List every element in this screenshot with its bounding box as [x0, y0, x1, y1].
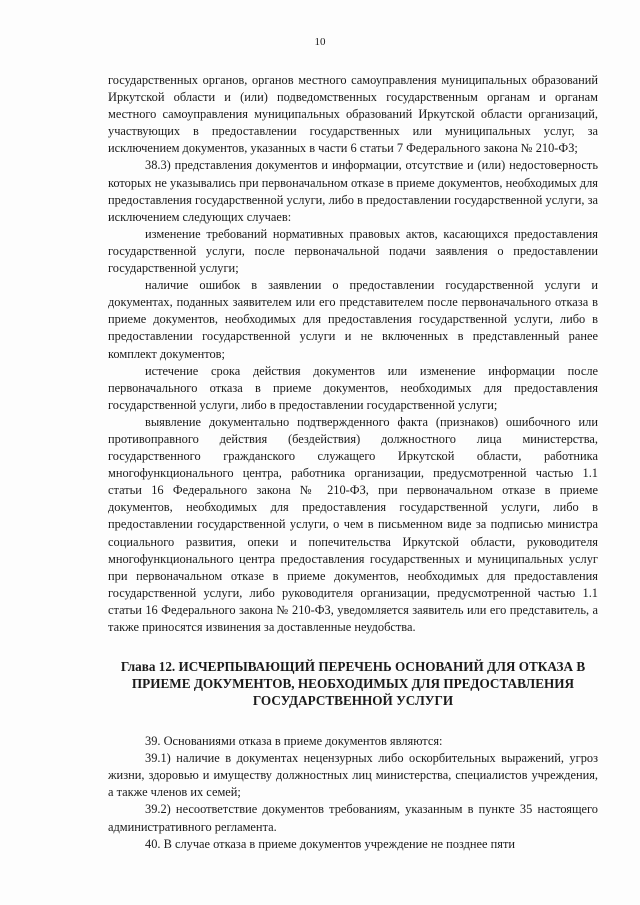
paragraph-exception-misconduct: выявление документально подтвержденного факта (признаков) ошибочного или противоправного действия (бездействия) должностного лица министерства, государственного гражданского служащего Иркутской области, работника многофункционального центра, работника организации, предусмотренной частью 1.1 статьи 16 Федерального закона № 210-ФЗ, при первоначальном отказе в приеме документов, необходимых для предоставления государственной услуги, либо в предоставлении государственной услуги, о чем в письменном виде за подписью министра социального развития, опеки и попечительства Иркутской области, руководителя многофункционального центра предоставления государственных и муниципальных услуг при первоначальном отказе в приеме документов, необходимых для предоставления государственной услуги, либо руководителя организации, предусмотренной частью 1.1 статьи 16 Федерального закона № 210-ФЗ, уведомляется заявитель или его представитель, а также приносятся извинения за доставленные неудобства. [108, 414, 598, 634]
chapter-heading: Глава 12. ИСЧЕРПЫВАЮЩИЙ ПЕРЕЧЕНЬ ОСНОВАНИЙ ДЛЯ ОТКАЗА В ПРИЕМЕ ДОКУМЕНТОВ, НЕОБХОДИМЫХ ДЛЯ ПРЕДОСТАВЛЕНИЯ ГОСУДАРСТВЕННОЙ УСЛУГИ [120, 659, 586, 709]
paragraph-exception-errors: наличие ошибок в заявлении о предоставлении государственной услуги и документах, поданных заявителем или его представителем после первоначального отказа в приеме документов, необходимых для предоставления государственной услуги, либо в предоставлении государственной услуги и не включенных в представленный ранее комплект документов; [108, 278, 598, 361]
paragraph-item-39: 39. Основаниями отказа в приеме документов являются: [145, 734, 443, 749]
paragraph-exception-expiry: истечение срока действия документов или изменение информации после первоначального отказа в приеме документов, необходимых для предоставления государственной услуги, либо в предоставлении государственной услуги; [108, 363, 598, 412]
paragraph-item-38-3: 38.3) представления документов и информации, отсутствие и (или) недостоверность которых не указывались при первоначальном отказе в приеме документов, необходимых для предоставления государственной услуги, либо в предоставлении государственной услуги, за исключением следующих случаев: [108, 158, 598, 224]
page-number: 10 [314, 36, 326, 48]
paragraph-exception-requirements-change: изменение требований нормативных правовых актов, касающихся предоставления государственной услуги, после первоначальной подачи заявления о предоставлении государственной услуги; [108, 226, 598, 276]
paragraph-continuation: государственных органов, органов местного самоуправления муниципальных образований Иркутской области и (или) подведомственных государственным органам и органам местного самоуправления муниципальных образований Иркутской области организаций, участвующих в предоставлении государственных или муниципальных услуг, за исключением документов, указанных в части 6 статьи 7 Федерального закона № 210-ФЗ; [108, 73, 598, 156]
document-body [108, 72, 598, 853]
paragraph-item-39-1: 39.1) наличие в документах нецензурных либо оскорбительных выражений, угроз жизни, здоровью и имуществу должностных лиц министерства, специалистов учреждения, а также членов их семей; [108, 751, 598, 800]
paragraph-item-40: 40. В случае отказа в приеме документов учреждение не позднее пяти [145, 836, 515, 851]
paragraph-item-39-2: 39.2) несоответствие документов требованиям, указанным в пункте 35 настоящего административного регламента. [108, 802, 598, 834]
